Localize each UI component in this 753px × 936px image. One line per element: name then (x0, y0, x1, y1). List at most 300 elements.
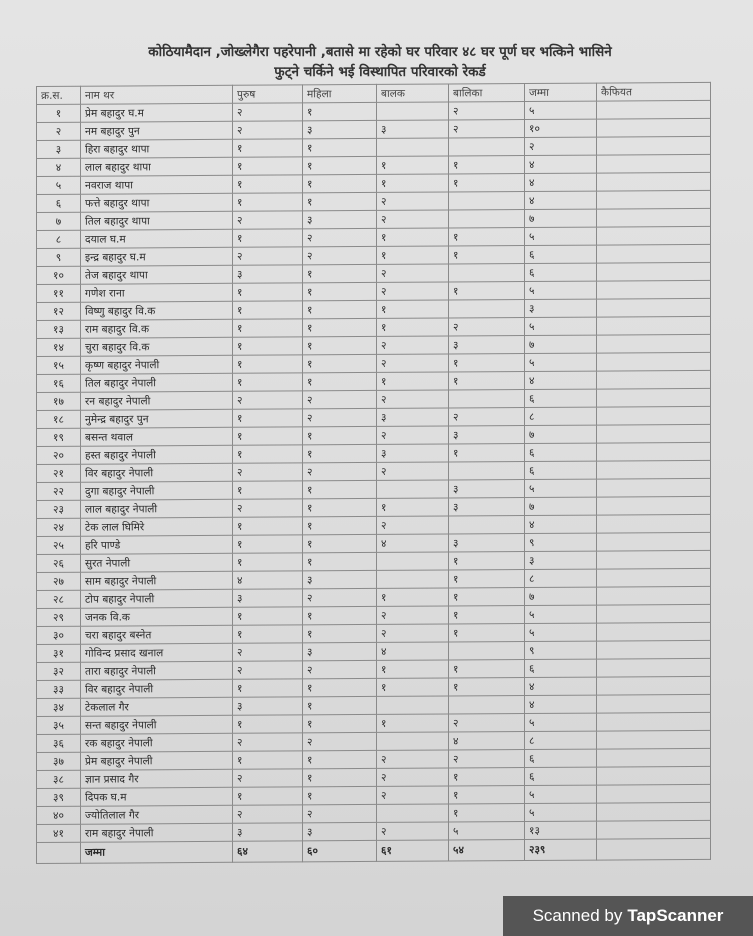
cell-total: ४ (525, 695, 597, 713)
cell-serial: १४ (37, 338, 81, 356)
cell-remarks (597, 424, 711, 443)
cell-serial: १९ (37, 428, 81, 446)
cell-male: १ (233, 607, 303, 625)
cell-male: १ (233, 409, 303, 427)
cell-female: २ (303, 462, 377, 480)
cell-girl: १ (449, 552, 525, 570)
cell-female: ३ (303, 120, 377, 138)
cell-girl: १ (449, 624, 525, 642)
header-female: महिला (303, 84, 377, 102)
cell-remarks (597, 298, 711, 317)
cell-male: १ (233, 535, 303, 553)
cell-name: जनक वि.क (81, 607, 233, 626)
total-serial (37, 842, 81, 863)
total-male: ६४ (233, 841, 303, 862)
cell-boy: १ (377, 588, 449, 606)
cell-name: रन बहादुर नेपाली (81, 391, 233, 410)
cell-remarks (597, 100, 711, 119)
cell-male: २ (233, 103, 303, 121)
cell-boy: १ (377, 318, 449, 336)
scanner-watermark (503, 896, 753, 936)
cell-male: १ (233, 715, 303, 733)
cell-female: २ (303, 228, 377, 246)
cell-serial: २७ (37, 572, 81, 590)
cell-girl: ३ (449, 498, 525, 516)
cell-male: १ (233, 301, 303, 319)
cell-boy (377, 732, 449, 750)
cell-remarks (597, 784, 711, 803)
cell-name: गोविन्द प्रसाद खनाल (81, 643, 233, 662)
cell-remarks (597, 496, 711, 515)
cell-serial: ३५ (37, 716, 81, 734)
cell-girl (449, 516, 525, 534)
cell-female: १ (303, 264, 377, 282)
cell-name: लाल बहादुर नेपाली (81, 499, 233, 518)
cell-boy: २ (377, 822, 449, 840)
cell-name: नुमेन्द्र बहादुर पुन (81, 409, 233, 428)
cell-total: ३ (525, 299, 597, 317)
cell-remarks (597, 586, 711, 605)
cell-boy (377, 804, 449, 822)
cell-boy: २ (377, 192, 449, 210)
cell-name: हरि पाण्डे (81, 535, 233, 554)
cell-girl (449, 696, 525, 714)
cell-female: २ (303, 732, 377, 750)
cell-serial: ९ (37, 248, 81, 266)
total-remarks (597, 838, 711, 860)
cell-name: फत्ते बहादुर थापा (81, 193, 233, 212)
header-girl: बालिका (449, 84, 525, 102)
cell-serial: २ (37, 122, 81, 140)
cell-remarks (597, 766, 711, 785)
cell-boy: १ (377, 498, 449, 516)
cell-remarks (597, 460, 711, 479)
cell-girl: १ (449, 570, 525, 588)
cell-remarks (597, 226, 711, 245)
cell-total: ७ (525, 587, 597, 605)
cell-total: ४ (525, 191, 597, 209)
cell-name: ज्योतिलाल गैर (81, 805, 233, 824)
cell-girl: ५ (449, 822, 525, 840)
cell-name: इन्द्र बहादुर घ.म (81, 247, 233, 266)
cell-serial: ३ (37, 140, 81, 158)
cell-total: ५ (525, 803, 597, 821)
cell-name: दयाल घ.म (81, 229, 233, 248)
total-girl: ५४ (449, 840, 525, 861)
cell-serial: २१ (37, 464, 81, 482)
cell-boy (377, 138, 449, 156)
cell-remarks (597, 370, 711, 389)
cell-total: २ (525, 137, 597, 155)
cell-girl: ३ (449, 534, 525, 552)
cell-female: १ (303, 498, 377, 516)
cell-male: २ (233, 643, 303, 661)
cell-boy: २ (377, 606, 449, 624)
cell-serial: २३ (37, 500, 81, 518)
cell-remarks (597, 154, 711, 173)
cell-name: राम बहादुर नेपाली (81, 823, 233, 842)
cell-boy: २ (377, 390, 449, 408)
cell-female: १ (303, 372, 377, 390)
cell-boy: २ (377, 786, 449, 804)
header-boy: बालक (377, 84, 449, 102)
cell-female: ३ (303, 570, 377, 588)
cell-girl: ४ (449, 732, 525, 750)
cell-female: १ (303, 714, 377, 732)
cell-total: ६ (525, 461, 597, 479)
cell-female: २ (303, 408, 377, 426)
header-serial: क्र.स. (37, 86, 81, 104)
cell-name: प्रेम बहादुर घ.म (81, 103, 233, 122)
cell-name: चरा बहादुर बस्नेत (81, 625, 233, 644)
cell-remarks (597, 658, 711, 677)
cell-girl: १ (449, 768, 525, 786)
cell-girl: १ (449, 228, 525, 246)
cell-girl: १ (449, 156, 525, 174)
cell-girl: ३ (449, 480, 525, 498)
cell-total: ५ (525, 281, 597, 299)
cell-name: तिल बहादुर नेपाली (81, 373, 233, 392)
cell-male: ३ (233, 697, 303, 715)
cell-remarks (597, 172, 711, 191)
cell-male: १ (233, 229, 303, 247)
cell-male: २ (233, 247, 303, 265)
cell-total: ४ (525, 371, 597, 389)
cell-boy: २ (377, 462, 449, 480)
cell-boy: १ (377, 228, 449, 246)
header-name: नाम थर (81, 85, 233, 104)
cell-female: २ (303, 588, 377, 606)
cell-girl (449, 210, 525, 228)
cell-remarks (597, 622, 711, 641)
cell-boy: २ (377, 210, 449, 228)
watermark-brand: TapScanner (627, 906, 724, 925)
cell-remarks (597, 118, 711, 137)
cell-female: १ (303, 768, 377, 786)
cell-total: ८ (525, 731, 597, 749)
cell-male: १ (233, 751, 303, 769)
cell-serial: १३ (37, 320, 81, 338)
cell-remarks (597, 388, 711, 407)
cell-name: तिल बहादुर थापा (81, 211, 233, 230)
cell-serial: २६ (37, 554, 81, 572)
cell-total: ९ (525, 533, 597, 551)
cell-remarks (597, 802, 711, 821)
cell-male: २ (233, 661, 303, 679)
cell-female: १ (303, 750, 377, 768)
cell-female: १ (303, 156, 377, 174)
cell-name: विष्णु बहादुर वि.क (81, 301, 233, 320)
cell-boy: १ (377, 372, 449, 390)
cell-serial: ३३ (37, 680, 81, 698)
cell-remarks (597, 694, 711, 713)
cell-boy: २ (377, 426, 449, 444)
cell-serial: २२ (37, 482, 81, 500)
cell-serial: १० (37, 266, 81, 284)
cell-male: २ (233, 733, 303, 751)
cell-remarks (597, 550, 711, 569)
total-boy: ६१ (377, 840, 449, 861)
cell-female: १ (303, 444, 377, 462)
cell-remarks (597, 244, 711, 263)
cell-name: हिरा बहादुर थापा (81, 139, 233, 158)
cell-girl: २ (449, 102, 525, 120)
cell-total: ३ (525, 551, 597, 569)
cell-remarks (597, 532, 711, 551)
cell-serial: १ (37, 104, 81, 122)
cell-name: प्रेम बहादुर नेपाली (81, 751, 233, 770)
cell-male: ४ (233, 571, 303, 589)
cell-male: १ (233, 157, 303, 175)
cell-serial: २५ (37, 536, 81, 554)
cell-male: १ (233, 481, 303, 499)
cell-boy: ३ (377, 444, 449, 462)
cell-male: ३ (233, 589, 303, 607)
cell-total: ६ (525, 767, 597, 785)
cell-girl: १ (449, 354, 525, 372)
header-remarks: कैफियत (597, 82, 711, 101)
cell-female: १ (303, 624, 377, 642)
cell-serial: ५ (37, 176, 81, 194)
cell-girl: ३ (449, 426, 525, 444)
cell-serial: ३४ (37, 698, 81, 716)
cell-remarks (597, 316, 711, 335)
cell-name: हस्त बहादुर नेपाली (81, 445, 233, 464)
cell-boy: १ (377, 246, 449, 264)
cell-total: ६ (525, 659, 597, 677)
cell-total: ५ (525, 317, 597, 335)
cell-boy: २ (377, 282, 449, 300)
cell-total: १० (525, 119, 597, 137)
cell-boy: ४ (377, 642, 449, 660)
cell-girl (449, 462, 525, 480)
cell-serial: २० (37, 446, 81, 464)
cell-remarks (597, 334, 711, 353)
cell-serial: ८ (37, 230, 81, 248)
cell-girl: १ (449, 660, 525, 678)
cell-boy: २ (377, 516, 449, 534)
cell-female: १ (303, 480, 377, 498)
cell-remarks (597, 262, 711, 281)
household-record-table (36, 82, 711, 864)
cell-girl (449, 264, 525, 282)
cell-remarks (597, 748, 711, 767)
cell-serial: ६ (37, 194, 81, 212)
cell-total: ५ (525, 623, 597, 641)
cell-total: ६ (525, 263, 597, 281)
cell-male: २ (233, 463, 303, 481)
cell-total: ४ (525, 677, 597, 695)
cell-female: १ (303, 678, 377, 696)
cell-serial: ३९ (37, 788, 81, 806)
cell-female: १ (303, 552, 377, 570)
cell-boy: ३ (377, 120, 449, 138)
cell-name: नवराज थापा (81, 175, 233, 194)
cell-male: १ (233, 139, 303, 157)
cell-serial: १७ (37, 392, 81, 410)
cell-remarks (597, 820, 711, 839)
cell-name: टोप बहादुर नेपाली (81, 589, 233, 608)
cell-female: १ (303, 174, 377, 192)
cell-remarks (597, 514, 711, 533)
cell-male: १ (233, 193, 303, 211)
cell-boy: २ (377, 750, 449, 768)
cell-total: ५ (525, 101, 597, 119)
cell-total: ५ (525, 785, 597, 803)
cell-female: १ (303, 786, 377, 804)
total-sum: २३९ (525, 839, 597, 860)
cell-girl (449, 138, 525, 156)
cell-serial: ११ (37, 284, 81, 302)
cell-male: २ (233, 121, 303, 139)
cell-girl: ३ (449, 336, 525, 354)
cell-name: टेकलाल गैर (81, 697, 233, 716)
cell-total: ६ (525, 443, 597, 461)
cell-boy: २ (377, 354, 449, 372)
cell-boy: २ (377, 768, 449, 786)
cell-female: १ (303, 282, 377, 300)
cell-remarks (597, 406, 711, 425)
cell-name: नम बहादुर पुन (81, 121, 233, 140)
cell-girl: २ (449, 408, 525, 426)
cell-male: २ (233, 769, 303, 787)
cell-name: साम बहादुर नेपाली (81, 571, 233, 590)
document-subtitle: फुट्ने चर्किने भई विस्थापित परिवारको रेकर्ड (274, 64, 486, 80)
cell-female: १ (303, 354, 377, 372)
cell-boy: १ (377, 156, 449, 174)
cell-girl (449, 642, 525, 660)
cell-name: कृष्ण बहादुर नेपाली (81, 355, 233, 374)
cell-serial: ३० (37, 626, 81, 644)
cell-girl: १ (449, 444, 525, 462)
cell-name: सन्त बहादुर नेपाली (81, 715, 233, 734)
cell-serial: १५ (37, 356, 81, 374)
cell-female: १ (303, 300, 377, 318)
cell-male: १ (233, 175, 303, 193)
header-total: जम्मा (525, 83, 597, 101)
cell-total: ७ (525, 497, 597, 515)
header-male: पुरुष (233, 85, 303, 103)
cell-female: ३ (303, 822, 377, 840)
cell-male: १ (233, 625, 303, 643)
cell-total: ५ (525, 353, 597, 371)
cell-female: १ (303, 102, 377, 120)
cell-boy: ४ (377, 534, 449, 552)
cell-total: ४ (525, 155, 597, 173)
cell-female: १ (303, 606, 377, 624)
cell-total: ७ (525, 425, 597, 443)
cell-female: १ (303, 516, 377, 534)
cell-total: ५ (525, 605, 597, 623)
cell-total: ४ (525, 173, 597, 191)
cell-female: १ (303, 534, 377, 552)
cell-male: १ (233, 319, 303, 337)
cell-boy (377, 102, 449, 120)
cell-male: १ (233, 283, 303, 301)
cell-total: ९ (525, 641, 597, 659)
cell-serial: ३१ (37, 644, 81, 662)
cell-serial: ४ (37, 158, 81, 176)
cell-total: ६ (525, 389, 597, 407)
cell-boy: २ (377, 336, 449, 354)
cell-remarks (597, 478, 711, 497)
cell-male: १ (233, 553, 303, 571)
cell-boy: १ (377, 660, 449, 678)
cell-girl (449, 390, 525, 408)
cell-name: बसन्त थवाल (81, 427, 233, 446)
cell-girl: १ (449, 786, 525, 804)
cell-remarks (597, 640, 711, 659)
cell-female: १ (303, 138, 377, 156)
cell-total: ५ (525, 479, 597, 497)
cell-remarks (597, 352, 711, 371)
cell-remarks (597, 442, 711, 461)
cell-serial: १२ (37, 302, 81, 320)
total-female: ६० (303, 840, 377, 861)
cell-male: २ (233, 211, 303, 229)
cell-female: २ (303, 246, 377, 264)
cell-total: ८ (525, 569, 597, 587)
cell-serial: १८ (37, 410, 81, 428)
cell-name: लाल बहादुर थापा (81, 157, 233, 176)
cell-name: दिपक घ.म (81, 787, 233, 806)
cell-serial: ४० (37, 806, 81, 824)
cell-serial: ३२ (37, 662, 81, 680)
cell-girl: २ (449, 750, 525, 768)
watermark-prefix: Scanned by (532, 906, 623, 925)
cell-name: ज्ञान प्रसाद गैर (81, 769, 233, 788)
cell-girl: २ (449, 318, 525, 336)
cell-total: ७ (525, 209, 597, 227)
cell-male: २ (233, 391, 303, 409)
cell-total: ६ (525, 245, 597, 263)
cell-serial: २९ (37, 608, 81, 626)
cell-remarks (597, 280, 711, 299)
total-label: जम्मा (81, 841, 233, 863)
cell-boy: २ (377, 264, 449, 282)
cell-total: १३ (525, 821, 597, 839)
cell-remarks (597, 730, 711, 749)
cell-remarks (597, 712, 711, 731)
cell-name: तारा बहादुर नेपाली (81, 661, 233, 680)
cell-male: १ (233, 679, 303, 697)
cell-total: ५ (525, 713, 597, 731)
cell-male: २ (233, 805, 303, 823)
cell-girl: १ (449, 606, 525, 624)
cell-serial: २४ (37, 518, 81, 536)
cell-name: विर बहादुर नेपाली (81, 679, 233, 698)
cell-male: १ (233, 787, 303, 805)
cell-male: ३ (233, 265, 303, 283)
cell-boy: १ (377, 714, 449, 732)
cell-total: ४ (525, 515, 597, 533)
cell-name: चुरा बहादुर वि.क (81, 337, 233, 356)
cell-name: दुगा बहादुर नेपाली (81, 481, 233, 500)
cell-girl: १ (449, 372, 525, 390)
cell-serial: १६ (37, 374, 81, 392)
cell-male: १ (233, 427, 303, 445)
cell-serial: ७ (37, 212, 81, 230)
cell-serial: ४१ (37, 824, 81, 842)
cell-female: १ (303, 696, 377, 714)
cell-female: ३ (303, 210, 377, 228)
cell-boy: १ (377, 174, 449, 192)
cell-male: २ (233, 499, 303, 517)
cell-total: ६ (525, 749, 597, 767)
cell-total: ७ (525, 335, 597, 353)
cell-female: ३ (303, 642, 377, 660)
cell-female: १ (303, 318, 377, 336)
